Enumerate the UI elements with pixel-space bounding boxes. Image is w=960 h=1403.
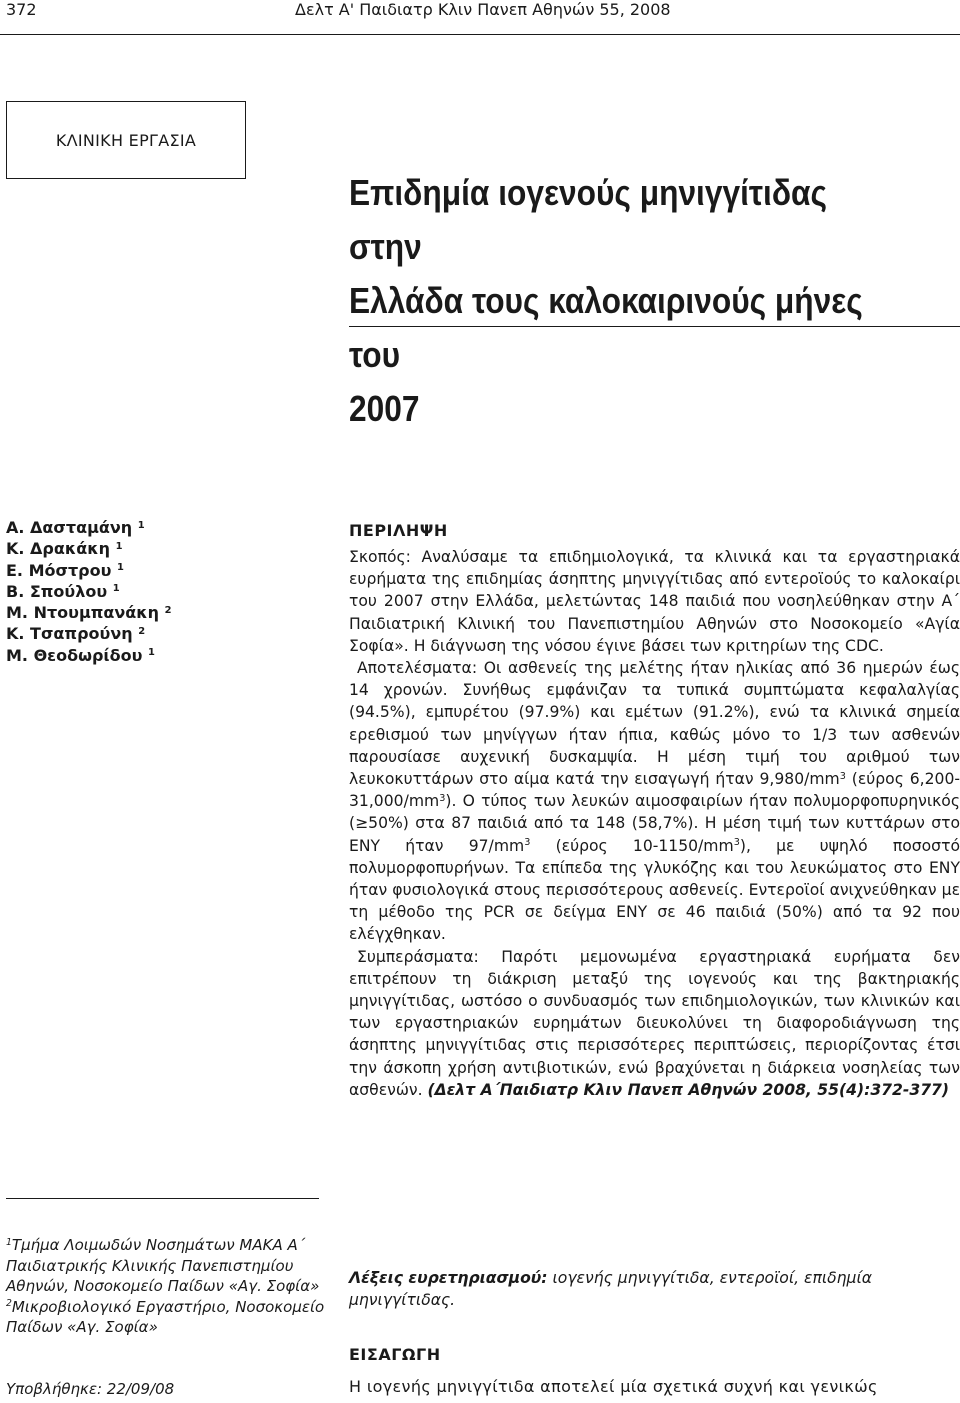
abstract-conclusions: [349, 946, 960, 1101]
affiliation-mark: 2: [6, 1298, 12, 1310]
author: [6, 517, 172, 538]
affiliation: [6, 1235, 326, 1297]
abstract-body: [349, 546, 960, 1101]
superscript: 3: [524, 837, 531, 849]
affiliation-text: Τμήμα Λοιμωδών Νοσημάτων ΜΑΚΑ Α΄ Παιδιατρικής Κλινικής Πανεπιστημίου Αθηνών, Νοσοκομείο Παίδων «Αγ. Σοφία»: [6, 1236, 320, 1295]
keywords: [349, 1267, 960, 1311]
superscript: 3: [439, 792, 446, 804]
introduction-text: Η ιογενής μηνιγγίτιδα αποτελεί μία σχετικά συχνή και γενικώς: [349, 1377, 878, 1396]
author: [6, 602, 172, 623]
author-name: Α. Δασταμάνη: [6, 518, 133, 537]
author-affiliation-mark: 1: [117, 562, 124, 574]
author-list: [6, 517, 172, 666]
keywords-label: Λέξεις ευρετηριασμού:: [349, 1269, 548, 1287]
author-name: Κ. Τσαπρούνη: [6, 624, 133, 644]
section-label-box: [6, 101, 246, 179]
title-divider: [349, 326, 960, 327]
results-text: Αποτελέσματα: Οι ασθενείς της μελέτης ήταν ηλικίας από 36 ημερών έως 14 χρονών. Συνήθως εμφάνιζαν τα τυπικά συμπτώματα κεφαλαλγίας (94.5%), εμπυρέτου (97.9%) και εμέτων (91.2%), ενώ τα κλινικά σημεία ερεθισμού των μηνίγγων ήταν ήπια, καθώς μόνο το 1/3 των ασθενών παρουσίασε αυχενική δυσκαμψία. Η μέση τιμή του αριθμού των λευκοκυττάρων στο αίμα κατά την εισαγωγή ήταν 9,980/mm: [349, 659, 960, 789]
section-label: ΚΛΙΝΙΚΗ ΕΡΓΑΣΙΑ: [55, 130, 197, 150]
results-text: ). Ο τύπος των λευκών αιμοσφαιρίων ήταν πολυμορφοπυρηνικός (≥50%) στα 87 παιδιά από τα 148 (58,7%). Η μέση τιμή των κυττάρων στο ΕΝΥ ήταν 97/mm: [349, 792, 960, 855]
abstract-aim: Σκοπός: Αναλύσαμε τα επιδημιολογικά, τα κλινικά και τα εργαστηριακά ευρήματα της επιδημίας άσηπτης μηνιγγίτιδας από εντεροϊούς το καλοκαίρι του 2007 στην Ελλάδα, μελετώντας 148 παιδιά που νοσηλεύθηκαν στην Α΄ Παιδιατρική Κλινική του Πανεπιστημίου Αθηνών στο Νοσοκομείο «Αγία Σοφία». Η διάγνωση της νόσου έγινε βάσει των κριτηρίων της CDC.: [349, 548, 960, 655]
affiliation-text: Μικροβιολογικό Εργαστήριο, Νοσοκομείο Παίδων «Αγ. Σοφία»: [6, 1297, 325, 1336]
author-affiliation-mark: 2: [138, 626, 146, 638]
author-name: Κ. Δρακάκη: [6, 539, 110, 559]
author-affiliation-mark: 2: [164, 604, 172, 616]
author: [6, 645, 172, 666]
author: [6, 538, 172, 559]
author-name: Μ. Ντουμπανάκη: [6, 603, 160, 623]
author-name: Β. Σπούλου: [6, 581, 108, 601]
abstract-results: [349, 657, 960, 946]
submission-date: Υποβλήθηκε: 22/09/08: [6, 1380, 175, 1398]
author-affiliation-mark: 1: [137, 519, 145, 531]
results-text: (εύρος 10-1150/mm: [530, 836, 734, 855]
conclusions-text: Συμπεράσματα: Παρότι μεμονωμένα εργαστηριακά ευρήματα δεν επιτρέπουν τη διάκριση μεταξύ της ιογενούς και της βακτηριακής μηνιγγίτιδας, ωστόσο ο συνδυασμός των επιδημιολογικών, των κλινικών και των εργαστηριακών ευρημάτων διευκολύνει τη διαφοροδιάγνωση της άσηπτης μηνιγγίτιδας στις περισσότερες περιπτώσεις, περιορίζοντας έτσι την άσκοπη χρήση αντιβιοτικών, ενώ βραχύνεται η διάρκεια νοσηλείας των ασθενών.: [349, 947, 960, 1099]
article-title: [349, 166, 877, 436]
affiliation-mark: 1: [6, 1236, 12, 1248]
superscript: 3: [839, 770, 846, 782]
author: [6, 623, 172, 644]
author-affiliation-mark: 1: [148, 647, 155, 659]
introduction-heading: ΕΙΣΑΓΩΓΗ: [349, 1345, 441, 1364]
title-line-2: Ελλάδα τους καλοκαιρινούς μήνες του: [349, 280, 863, 375]
author-name: Μ. Θεοδωρίδου: [6, 645, 143, 665]
keywords-text: ιογενής μηνιγγίτιδα, εντεροϊοί, επιδημία μηνιγγίτιδας.: [349, 1269, 873, 1310]
header-divider: [0, 34, 960, 35]
abstract-heading: ΠΕΡΙΛΗΨΗ: [349, 521, 448, 540]
superscript: 3: [733, 837, 740, 849]
citation: (Δελτ Α΄Παιδιατρ Κλιν Πανεπ Αθηνών 2008, 55(4):372-377): [427, 1080, 950, 1099]
page-number: 372: [6, 0, 37, 19]
author-name: Ε. Μόστρου: [6, 560, 112, 580]
author-affiliation-mark: 1: [115, 540, 123, 552]
author-affiliation-mark: 1: [112, 583, 120, 595]
title-line-1: Επιδημία ιογενούς μηνιγγίτιδας στην: [349, 172, 828, 267]
results-text: ), με υψηλό ποσοστό πολυμορφοπυρήνων. Τα επίπεδα της γλυκόζης και του λευκώματος στο ΕΝΥ ήταν φυσιολογικά στους περισσότερους ασθενείς. Εντεροϊοί ανιχνεύθηκαν με τη μέθοδο της PCR σε δείγμα ΕΝΥ σε 46 παιδιά (50%) από τα 92 που ελέγχθηκαν.: [349, 836, 960, 944]
affiliation: [6, 1297, 326, 1338]
affiliation-divider: [6, 1198, 319, 1199]
results-text: (εύρος 6,200-31,000/mm: [349, 770, 960, 811]
journal-header: Δελτ Α' Παιδιατρ Κλιν Πανεπ Αθηνών 55, 2008: [295, 0, 671, 19]
affiliations: [6, 1235, 326, 1338]
author: [6, 581, 172, 602]
title-line-3: 2007: [349, 388, 420, 429]
author: [6, 560, 172, 581]
